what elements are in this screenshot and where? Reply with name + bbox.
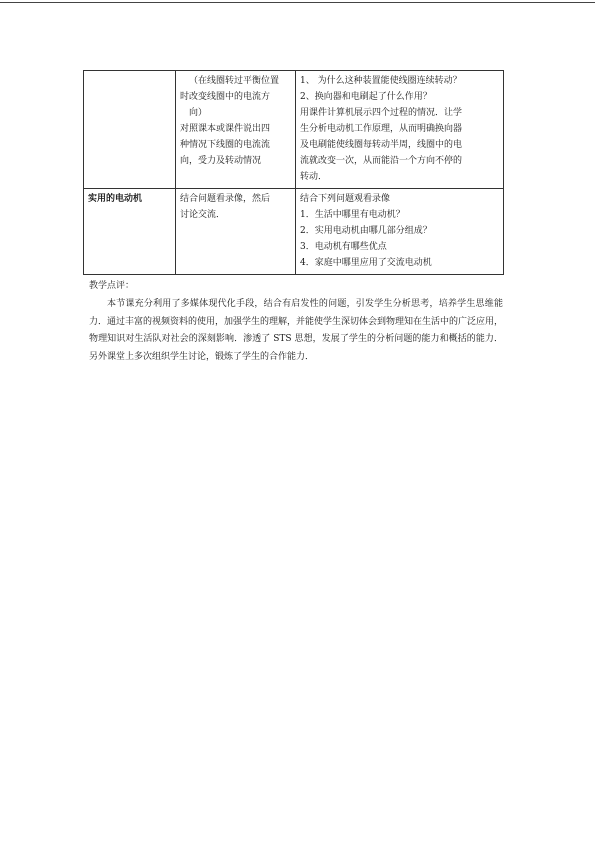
cell-line: 转动． xyxy=(300,172,328,182)
cell-line: 生分析电动机工作原理，从而明确换向器 xyxy=(300,124,463,134)
table-row xyxy=(84,71,504,189)
teaching-review xyxy=(89,278,503,366)
table-row xyxy=(84,189,504,275)
lesson-plan-table xyxy=(83,70,504,275)
cell-line: 向） xyxy=(189,108,208,118)
cell-line: 及电刷能使线圈每转动半周，线圈中的电 xyxy=(300,140,463,150)
table-cell-section: 实用的电动机 xyxy=(84,189,176,275)
page-top-rule xyxy=(0,2,595,3)
cell-line: 种情况下线圈的电流流 xyxy=(180,140,271,150)
table-cell-teacher-activity xyxy=(296,189,504,275)
cell-line: 1、 为什么这种装置能使线圈连续转动？ xyxy=(300,76,462,86)
cell-line: 用课件计算机展示四个过程的情况．让学 xyxy=(300,108,463,118)
cell-line: 结合下列问题观看录像 xyxy=(300,194,391,204)
cell-line: 1．生活中哪里有电动机？ xyxy=(300,210,405,220)
cell-line: 结合问题看录像，然后 xyxy=(180,194,271,204)
table-cell-student-activity xyxy=(176,71,296,189)
cell-line: 2、换向器和电刷起了什么作用？ xyxy=(300,92,432,102)
cell-line: （在线圈转过平衡位置 xyxy=(189,76,280,86)
table-cell-section xyxy=(84,71,176,189)
review-title: 教学点评： xyxy=(89,281,135,291)
cell-line: 流就改变一次，从而能沿一个方向不停的 xyxy=(300,156,463,166)
table-cell-student-activity xyxy=(176,189,296,275)
table-cell-teacher-activity xyxy=(296,71,504,189)
cell-line: 3．电动机有哪些优点 xyxy=(300,242,387,252)
cell-line: 4．家庭中哪里应用了交流电动机 xyxy=(300,258,432,268)
cell-line: 向，受力及转动情况 xyxy=(180,156,262,166)
cell-line: 时改变线圈中的电流方 xyxy=(180,92,271,102)
review-body: 本节课充分利用了多媒体现代化手段，结合有启发性的问题，引发学生分析思考，培养学生思维能力．通过丰富的视频资料的使用，加强学生的理解，并能使学生深切体会到物理知在生活中的广泛应用，物理知识对生活队对社会的深刻影响．渗透了 STS 思想，发展了学生的分析问题的能力和概括的能力．另外课堂上多次组织学生讨论，锻炼了学生的合作能力． xyxy=(89,299,504,362)
cell-line: 讨论交流． xyxy=(180,210,226,220)
cell-line: 对照课本或课件说出四 xyxy=(180,124,271,134)
cell-line: 2．实用电动机由哪几部分组成？ xyxy=(300,226,432,236)
